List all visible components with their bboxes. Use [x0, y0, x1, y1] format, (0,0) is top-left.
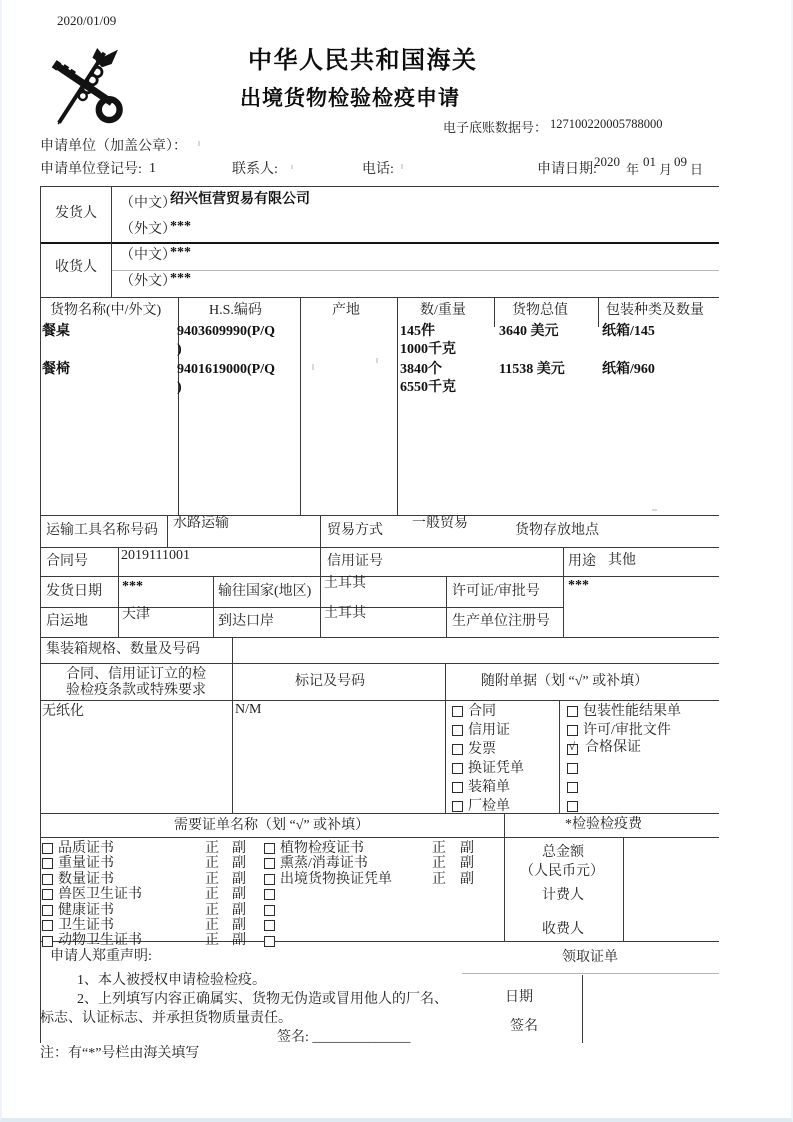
contact-label: 联系人: [232, 162, 278, 177]
pickup-sign-label: 签名 [510, 1019, 538, 1034]
cert-label: 健康证书 [58, 903, 114, 918]
grid-line [40, 700, 719, 701]
doc-option-label: 发票 [468, 742, 496, 757]
grid-line [40, 186, 41, 1043]
goods-hs-code: 9403609990(P/Q [177, 324, 275, 339]
lc-no-label: 信用证号 [327, 554, 383, 569]
grid-line [446, 576, 447, 637]
applicant-reg-value: 1 [149, 161, 156, 176]
vehicle-value: 水路运输 [173, 516, 229, 531]
apply-date-year: 2020 [594, 154, 620, 169]
contract-no-label: 合同号 [46, 554, 88, 569]
grid-line [582, 975, 583, 1043]
container-spec-label: 集装箱规格、数量及号码 [46, 642, 200, 657]
checkbox-phyto-cert [264, 843, 275, 854]
checkbox-blank [567, 801, 578, 812]
orig-label: 正 [432, 856, 446, 871]
cert-label: 卫生证书 [58, 918, 114, 933]
form-title: 中华人民共和国海关 [248, 48, 478, 74]
applicant-reg-label: 申请单位登记号: [40, 162, 142, 177]
trade-mode-label: 贸易方式 [327, 523, 383, 538]
copy-label: 副 [460, 872, 474, 887]
scan-artifact [291, 165, 293, 169]
orig-label: 正 [205, 872, 219, 887]
goods-hs-code: 9401619000(P/Q [177, 362, 275, 377]
goods-header-hs: H.S.编码 [209, 303, 262, 318]
marks-header: 标记及号码 [295, 674, 365, 689]
checkbox-factory-inspection [452, 801, 463, 812]
certificates-header: 需要证单名称（划 “√” 或补填） [174, 818, 370, 833]
copy-label: 副 [460, 856, 474, 871]
checkbox-blank [264, 889, 275, 900]
contract-no-value: 2019111001 [121, 548, 190, 563]
checkbox-blank [264, 920, 275, 931]
goods-header-package: 包装种类及数量 [606, 303, 704, 318]
consignee-label: 收货人 [55, 260, 97, 275]
orig-label: 正 [432, 872, 446, 887]
goods-header-qty: 数/重量 [420, 303, 466, 318]
copy-label: 副 [232, 872, 246, 887]
grid-line [40, 637, 719, 638]
fee-calculator-label: 计费人 [542, 888, 584, 903]
grid-line [40, 186, 719, 187]
grid-line [111, 186, 112, 297]
goods-quantity: 3840个 [400, 362, 442, 377]
attached-docs-header: 随附单据（划 “√” 或补填） [481, 674, 649, 689]
checkbox-weight-cert [42, 858, 53, 869]
ledger-number-value: 127100220005788000 [550, 117, 663, 131]
signature-line: 签名: ______________ [277, 1030, 411, 1045]
cert-label: 熏蒸/消毒证书 [280, 856, 368, 871]
consignor-label: 发货人 [55, 206, 97, 221]
checkbox-packing-performance [567, 706, 578, 717]
copy-label: 副 [232, 841, 246, 856]
marks-value: N/M [235, 702, 262, 717]
trade-mode-value: 一般贸易 [412, 516, 468, 531]
scan-artifact [652, 509, 657, 511]
arrival-port-label: 到达口岸 [218, 614, 274, 629]
cert-label: 品质证书 [58, 841, 114, 856]
grid-line [598, 297, 599, 327]
goods-header-value: 货物总值 [512, 303, 568, 318]
declaration-line2: 2、上列填写内容正确属实、货物无伪造或冒用他人的厂名、 [77, 992, 448, 1007]
chinese-name-label: （中文） [120, 196, 176, 211]
fee-currency-label: （人民币元） [520, 864, 604, 879]
foreign-name-label: （外文） [120, 274, 176, 289]
grid-line [40, 576, 719, 577]
apply-date-month: 01 [643, 154, 656, 169]
arrival-port-value: 土耳其 [324, 606, 366, 621]
goods-weight: 1000千克 [400, 342, 456, 357]
scan-artifact [198, 141, 200, 146]
goods-header-origin: 产地 [332, 303, 360, 318]
usage-value: 其他 [608, 553, 636, 568]
checkbox-blank [567, 763, 578, 774]
orig-label: 正 [205, 841, 219, 856]
departure-value: 天津 [122, 607, 150, 622]
month-suffix: 月 [659, 162, 673, 177]
checkbox-health-cert [42, 905, 53, 916]
orig-label: 正 [205, 887, 219, 902]
clause-value: 无纸化 [42, 704, 84, 719]
checkbox-blank [264, 905, 275, 916]
grid-line [320, 515, 321, 637]
grid-line [40, 837, 719, 838]
consignee-chinese-value: *** [170, 245, 191, 260]
doc-option-label: 装箱单 [468, 780, 510, 795]
goods-name: 餐桌 [42, 324, 70, 339]
checkbox-animal-health-cert [42, 936, 53, 947]
cert-label: 兽医卫生证书 [58, 887, 142, 902]
destination-value: 土耳其 [324, 576, 366, 591]
clause-header-line1: 合同、信用证订立的检 [66, 667, 206, 682]
goods-total-value: 11538 美元 [499, 362, 565, 377]
checkbox-blank [567, 782, 578, 793]
doc-option-label: 厂检单 [468, 799, 510, 814]
goods-quantity: 145件 [400, 324, 435, 339]
departure-label: 启运地 [46, 614, 88, 629]
checkbox-quality-cert [42, 843, 53, 854]
grid-line [504, 813, 505, 941]
doc-option-label: 许可/审批文件 [583, 723, 671, 738]
checkbox-invoice [452, 744, 463, 755]
checkbox-blank [264, 936, 275, 947]
grid-line [111, 270, 719, 271]
usage-label: 用途 [568, 554, 596, 569]
grid-line [40, 242, 719, 244]
checkbox-quantity-cert [42, 874, 53, 885]
checkbox-sanitary-cert [42, 920, 53, 931]
doc-option-label: 换证凭单 [468, 761, 524, 776]
customs-emblem-logo [46, 46, 126, 130]
cert-label: 数量证书 [58, 872, 114, 887]
goods-weight: 6550千克 [400, 380, 456, 395]
grid-line [167, 515, 168, 547]
fee-header: *检验检疫费 [565, 817, 642, 832]
orig-label: 正 [205, 856, 219, 871]
chinese-name-label: （中文） [120, 248, 176, 263]
vehicle-label: 运输工具名称号码 [46, 523, 158, 538]
license-label: 许可证/审批号 [452, 584, 540, 599]
scan-artifact [376, 358, 378, 363]
checkbox-license-approval-doc [567, 725, 578, 736]
goods-package: 纸箱/960 [602, 362, 655, 377]
copy-label: 副 [232, 933, 246, 948]
ship-date-label: 发货日期 [46, 584, 102, 599]
form-subtitle: 出境货物检验检疫申请 [240, 86, 460, 110]
grid-line [40, 297, 719, 298]
copy-label: 副 [232, 887, 246, 902]
orig-label: 正 [432, 841, 446, 856]
applicant-unit-label: 申请单位（加盖公章）： [40, 139, 187, 154]
footnote: 注：有“*”号栏由海关填写 [40, 1046, 200, 1061]
apply-date-day: 09 [674, 154, 687, 169]
copy-label: 副 [232, 918, 246, 933]
scan-artifact [312, 364, 314, 370]
cert-label: 重量证书 [58, 856, 114, 871]
consignor-foreign-value: *** [170, 219, 191, 234]
consignor-chinese-value: 绍兴恒营贸易有限公司 [170, 192, 310, 207]
doc-option-label: 合同 [468, 704, 496, 719]
producer-reg-label: 生产单位注册号 [452, 614, 550, 629]
pickup-header: 领取证单 [562, 950, 618, 965]
doc-option-label: 合格保证 [585, 740, 641, 755]
apply-date-label: 申请日期: [537, 162, 597, 177]
grid-line [118, 547, 119, 637]
consignee-foreign-value: *** [170, 271, 191, 286]
license-value: *** [568, 578, 589, 593]
checkbox-exit-exchange-voucher [264, 874, 275, 885]
ledger-number-label: 电子底账数据号： [443, 120, 548, 135]
day-suffix: 日 [690, 162, 704, 177]
checkbox-contract [452, 706, 463, 717]
goods-total-value: 3640 美元 [499, 324, 559, 339]
copy-label: 副 [232, 856, 246, 871]
scan-artifact [401, 164, 403, 169]
checkbox-certificate-exchange [452, 763, 463, 774]
storage-place-label: 货物存放地点 [515, 523, 599, 538]
goods-package: 纸箱/145 [602, 324, 655, 339]
grid-line [559, 700, 560, 813]
goods-name: 餐椅 [42, 362, 70, 377]
print-date: 2020/01/09 [57, 13, 117, 28]
pickup-date-label: 日期 [505, 990, 533, 1005]
goods-hs-code-cont: ) [177, 380, 182, 395]
copy-label: 副 [232, 903, 246, 918]
checkmark: √ [569, 741, 576, 753]
checkbox-fumigation-cert [264, 858, 275, 869]
goods-hs-code-cont: ) [177, 342, 182, 357]
clause-header-line2: 验检疫条款或特殊要求 [66, 683, 206, 698]
grid-line [40, 813, 719, 814]
orig-label: 正 [205, 933, 219, 948]
grid-line [40, 515, 719, 516]
cert-label: 出境货物换证凭单 [280, 872, 392, 887]
fee-collector-label: 收费人 [542, 922, 584, 937]
grid-line [40, 663, 719, 664]
grid-line [397, 297, 398, 515]
foreign-name-label: （外文） [120, 222, 176, 237]
grid-line [623, 837, 624, 941]
grid-line [232, 637, 233, 813]
goods-header-name: 货物名称(中/外文) [50, 303, 162, 318]
orig-label: 正 [205, 918, 219, 933]
ship-date-value: *** [122, 579, 143, 594]
destination-label: 输往国家(地区) [218, 584, 312, 599]
grid-line [563, 547, 564, 637]
cert-label: 动物卫生证书 [58, 933, 142, 948]
doc-option-label: 信用证 [468, 723, 510, 738]
doc-option-label: 包装性能结果单 [583, 704, 681, 719]
checkbox-vet-health-cert [42, 889, 53, 900]
phone-label: 电话: [362, 162, 394, 177]
grid-line [300, 297, 301, 515]
checkbox-letter-of-credit [452, 725, 463, 736]
orig-label: 正 [205, 903, 219, 918]
grid-line [462, 973, 719, 974]
declaration-line1: 1、本人被授权申请检验检疫。 [77, 973, 266, 988]
grid-line [445, 663, 446, 813]
copy-label: 副 [460, 841, 474, 856]
fee-total-label: 总金额 [542, 845, 584, 860]
checkbox-packing-list [452, 782, 463, 793]
cert-label: 植物检疫证书 [280, 841, 364, 856]
declaration-title: 申请人郑重声明: [50, 949, 152, 964]
grid-line [213, 576, 214, 637]
year-suffix: 年 [626, 162, 640, 177]
grid-line [494, 297, 495, 327]
declaration-line3: 标志、认证标志、并承担货物质量责任。 [40, 1011, 292, 1026]
